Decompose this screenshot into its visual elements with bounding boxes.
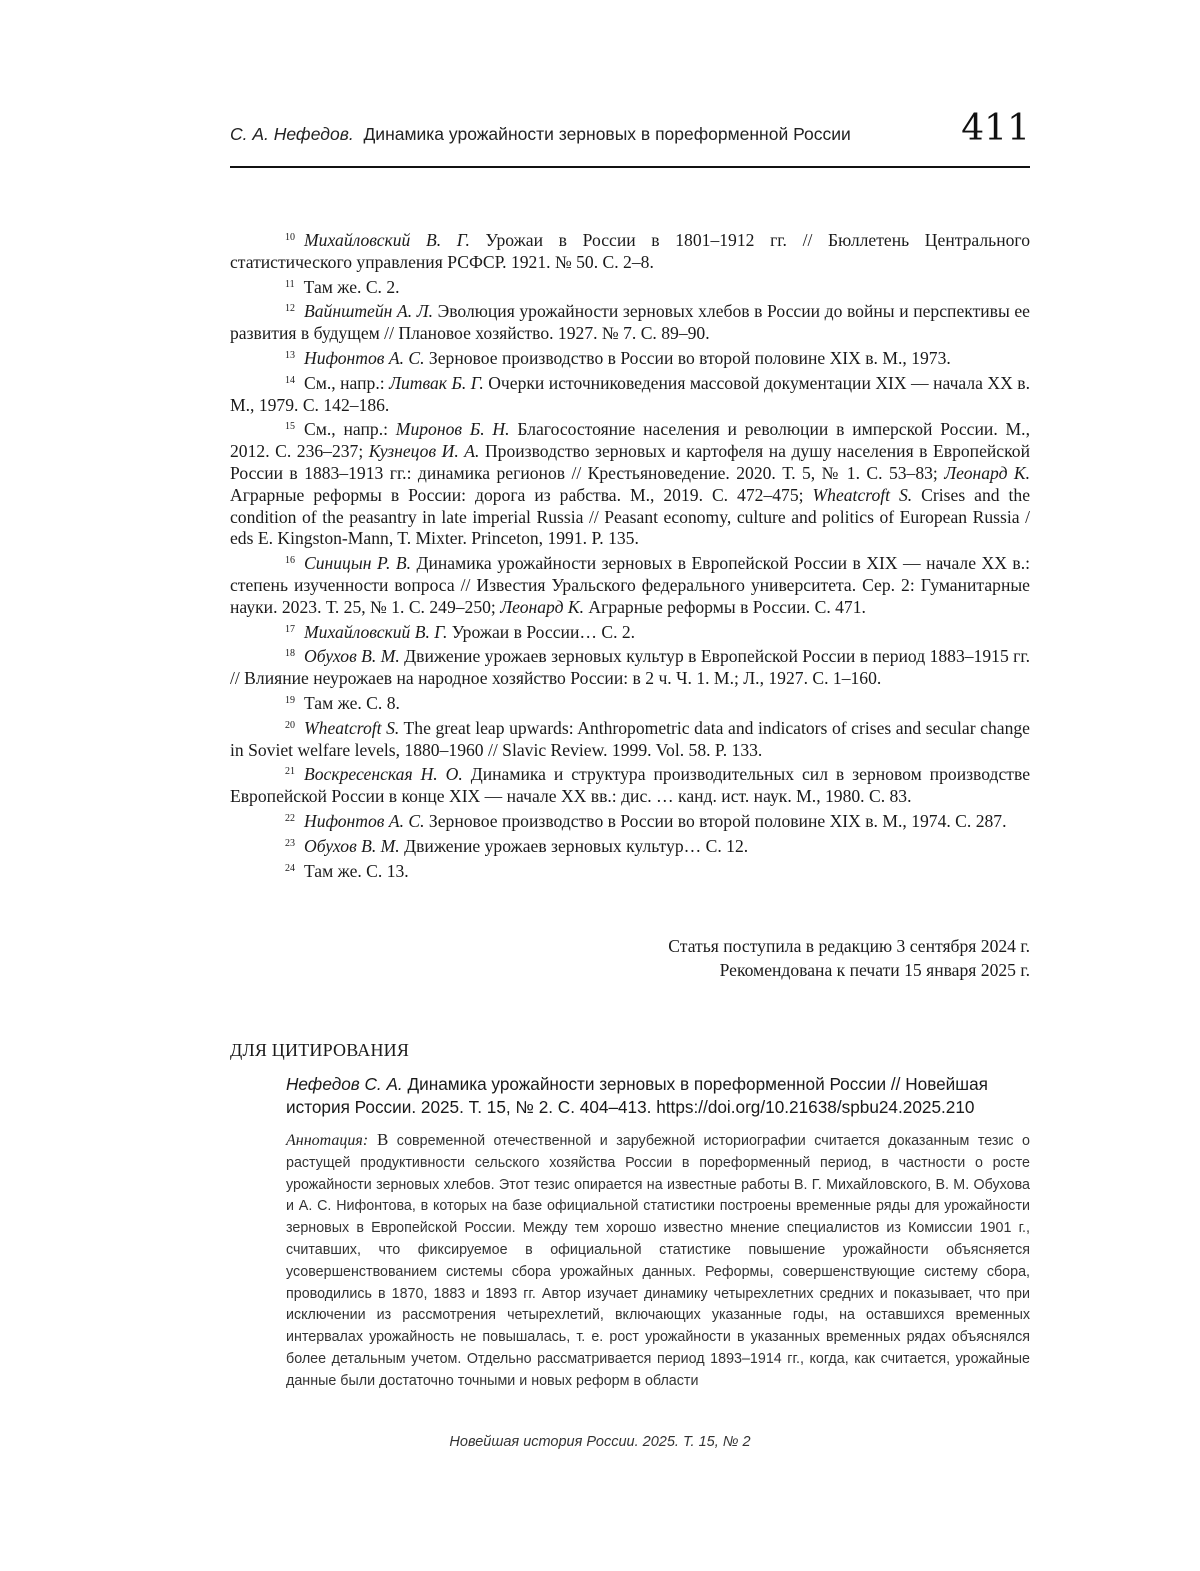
note-text: Динамика и структура производительных сил в зерновом производстве Европейской России в конце XIX — начале XX вв.: дис. … канд. ист. наук. М., 1980. С. 83. [230,764,1030,807]
note-text: Урожаи в России… С. 2. [447,621,636,642]
note-text: Динамика урожайности зерновых в Европейской России в XIX — начале XX в.: степень изученности вопроса // Известия Уральского федерального университета. Сер. 2: Гуманитарные науки. 2023. Т. 25, № 1. С. 249–250; [230,553,1030,617]
endnote-21 [230,761,1030,808]
note-text: Там же. С. 13. [304,860,409,881]
note-author: Wheatcroft S. [812,484,913,505]
abstract-label: Аннотация: [286,1132,369,1149]
note-number: 21 [285,766,295,778]
note-text: Там же. С. 2. [303,276,400,297]
endnote-20 [230,715,1030,762]
received-date: Статья поступила в редакцию 3 сентября 2024 г. [668,936,1030,956]
note-text: The great leap upwards: Anthropometric data and indicators of crises and secular change in Soviet welfare levels, 1880–1960 // Slavic Review. 1999. Vol. 58. P. 133. [230,717,1030,760]
note-number: 23 [285,837,295,849]
note-number: 22 [285,812,295,824]
note-text: Зерновое производство в России во второй половине XIX в. М., 1973. [424,347,951,368]
note-number: 17 [285,623,295,635]
note-prefix: См., напр.: [304,419,396,440]
endnote-22 [230,808,1030,833]
endnote-10 [230,227,1030,274]
note-author: Литвак Б. Г. [389,372,484,393]
running-head-title [230,124,851,145]
note-number: 19 [285,694,295,706]
note-author: Нифонтов А. С. [304,810,425,831]
note-author: Михайловский В. Г. [304,230,470,250]
abstract [286,1129,1030,1393]
endnote-13 [230,345,1030,370]
note-text: Производство зерновых и картофеля на душу населения в Европейской России в 1883–1913 гг.: динамика регионов // Крестьяноведение. 2020. Т. 5, № 1. С. 53–83; [230,441,1030,483]
endnote-19 [230,690,1030,715]
endnotes [230,227,1030,882]
note-number: 18 [285,648,295,660]
note-text: Движение урожаев зерновых культур в Европейской России в период 1883–1915 гг. // Влияние неурожаев на народное хозяйство России: в 2 ч. Ч. 1. М.; Л., 1927. С. 1–160. [230,646,1031,689]
note-text: Аграрные реформы в России: дорога из рабства. М., 2019. С. 472–475; [230,484,813,505]
endnote-16 [230,550,1030,618]
accepted-date: Рекомендована к печати 15 января 2025 г. [719,959,1030,980]
endnote-18 [230,643,1030,690]
endnote-15 [230,416,1030,550]
note-number: 24 [285,862,295,874]
endnote-23 [230,833,1030,858]
endnote-17 [230,619,1030,644]
note-number: 10 [285,232,295,243]
abstract-text: современной отечественной и зарубежной историографии считается доказанным тезис о растущей продуктивности сельского хозяйства России в пореформенный период, в частности о росте урожайности зерновых хлебов. Этот тезис опирается на известные работы В. Г. Михайловского, В. М. Обухова и А. С. Нифонтова, в которых на базе официальной статистики построены временные ряды для урожайности зерновых в Европейской России. Между тем хорошо известно мнение специалистов из Комиссии 1901 г., считавших, что фиксируемое в официальной статистике повышение урожайности объясняется усовершенствованием системы сбора урожайных данных. Реформы, совершенствующие систему сбора, проводились в 1870, 1883 и 1893 гг. Автор изучает динамику четырехлетних средних и показывает, что при исключении из рассмотрения четырехлетий, включающих указанные годы, на оставшихся временных интервалах урожайность не повышалась, т. е. рост урожайности в указанных временных рядах объяснялся более детальным учетом. Отдельно рассматривается период 1893–1914 гг., когда, как считается, урожайные данные были достаточно точными и новых реформ в области [286,1133,1030,1389]
endnote-24 [230,858,1030,883]
note-author: Кузнецов И. А. [368,441,480,462]
note-author: Леонард К. [944,462,1031,483]
note-text: Crises and the condition of the peasantry in late imperial Russia // Peasant economy, culture and politics of European Russia / eds E. Kingston-Mann, T. Mixter. Princeton, 1991. P. 135. [230,484,1031,549]
note-text: Зерновое производство в России во второй половине XIX в. М., 1974. С. 287. [424,810,1007,831]
note-text: Движение урожаев зерновых культур… С. 12. [399,835,749,856]
note-author: Нифонтов А. С. [304,347,425,368]
note-text: Благосостояние населения и революции в имперской России. М., 2012. С. 236–237; [230,419,1030,462]
note-author: Воскресенская Н. О. [304,764,463,785]
running-head [230,108,1030,164]
note-text: Эволюция урожайности зерновых хлебов в России до войны и перспективы ее развития в будущем // Плановое хозяйство. 1927. № 7. С. 89–90. [230,301,1030,344]
citation [286,1073,1030,1119]
note-number: 14 [285,374,295,386]
endnote-14 [230,370,1030,417]
note-text: Урожаи в России в 1801–1912 гг. // Бюллетень Центрального статистического управления РСФСР. 1921. № 50. С. 2–8. [230,230,1030,272]
note-author: Обухов В. М. [304,835,400,856]
note-text: Очерки источниковедения массовой документации XIX — начала XX в. М., 1979. С. 142–186. [230,372,1030,415]
endnote-12 [230,298,1030,345]
note-author: Миронов Б. Н. [395,419,510,440]
note-author: Михайловский В. Г. [304,621,448,642]
running-head-article-title: Динамика урожайности зерновых в пореформенной России [363,124,851,144]
header-rule [230,166,1030,168]
note-number: 15 [285,421,295,433]
running-head-author: С. А. Нефедов. [230,124,354,144]
note-number: 13 [285,349,295,361]
note-author: Леонард К. [500,596,584,617]
note-number: 16 [285,555,295,567]
note-text: Там же. С. 8. [304,692,400,713]
endnote-11 [230,274,1030,299]
article-dates [430,935,1030,982]
note-author: Вайнштейн А. Л. [304,301,434,322]
note-text: Аграрные реформы в России. С. 471. [584,596,866,617]
citation-heading: ДЛЯ ЦИТИРОВАНИЯ [230,1040,410,1060]
note-number: 20 [285,719,295,731]
citation-author: Нефедов С. А. [286,1074,403,1094]
note-prefix: См., напр.: [304,372,390,393]
page-number: 411 [961,108,1030,149]
page-footer: Новейшая история России. 2025. Т. 15, № 2 [449,1434,751,1450]
note-number: 11 [285,278,295,290]
note-author: Обухов В. М. [304,646,400,667]
note-author: Синицын Р. В. [304,553,411,574]
abstract-first-word: В [368,1130,389,1149]
note-author: Wheatcroft S. [304,717,400,738]
citation-text: Динамика урожайности зерновых в пореформенной России // Новейшая история России. 2025. Т. 15, № 2. С. 404–413. https://doi.org/10.21638/spbu24.2025.210 [286,1074,988,1117]
note-number: 12 [285,303,295,315]
